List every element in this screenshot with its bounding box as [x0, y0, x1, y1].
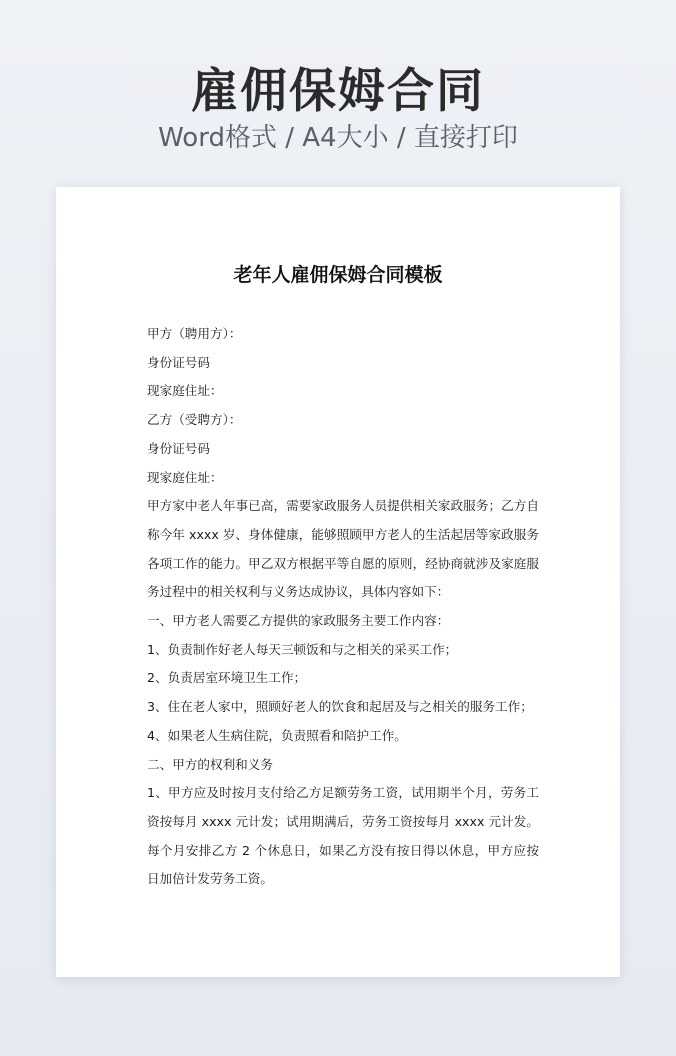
intro-paragraph: 甲方家中老人年事已高，需要家政服务人员提供相关家政服务；乙方自称今年 xxxx 岁、身体健康，能够照顾甲方老人的生活起居等家政服务各项工作的能力。甲乙双方根据平等自愿的原则，经协商就涉及家庭服务过程中的相关权利与义务达成协议，具体内容如下：	[147, 498, 539, 600]
party-b-label: 乙方（受聘方）：	[147, 412, 242, 428]
document-title: 老年人雇佣保姆合同模板	[233, 264, 443, 286]
party-a-label: 甲方（聘用方）：	[147, 326, 242, 341]
section-1-item: 1、负责制作好老人每天三顿饭和与之相关的采买工作；	[147, 641, 458, 657]
banner-subtitle: Word格式 / A4大小 / 直接打印	[158, 123, 518, 153]
section-2-heading: 二、甲方的权利和义务	[147, 756, 273, 772]
party-a-id-label: 身份证号码	[147, 354, 210, 370]
section-1-item: 4、如果老人生病住院，负责照看和陪护工作。	[147, 727, 407, 743]
document-body	[147, 320, 539, 894]
banner-title: 雇佣保姆合同	[191, 64, 485, 119]
party-a-address-label: 现家庭住址：	[147, 383, 223, 399]
section-1-item: 2、负责居室环境卫生工作；	[147, 670, 307, 686]
section-1-heading: 一、甲方老人需要乙方提供的家政服务主要工作内容：	[147, 613, 450, 629]
section-2-paragraph: 1、甲方应及时按月支付给乙方足额劳务工资，试用期半个月，劳务工资按每月 xxxx 元计发；试用期满后，劳务工资按每月 xxxx 元计发。每个月安排乙方 2 个休息日，如果乙方没有按日得以休息，甲方应按日加倍计发劳务工资。	[147, 785, 539, 887]
party-b-id-label: 身份证号码	[147, 440, 210, 456]
section-1-item: 3、住在老人家中，照顾好老人的饮食和起居及与之相关的服务工作；	[147, 699, 533, 715]
party-b-address-label: 现家庭住址：	[147, 469, 223, 485]
document-page	[56, 187, 620, 977]
